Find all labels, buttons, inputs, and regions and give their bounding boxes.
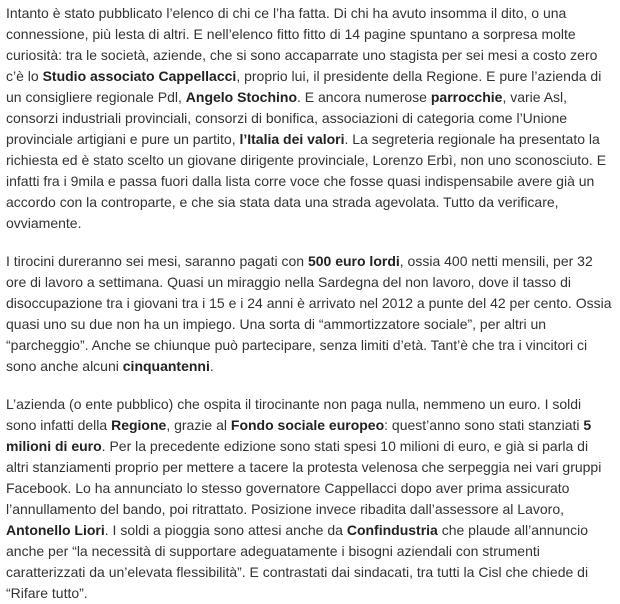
paragraph-tirocini bbox=[6, 251, 614, 377]
text-run: . Per la precedente edizione sono stati spesi 10 milioni di euro, e già si parla di altri stanziamenti proprio per mettere a tacere la protesta velenosa che serpeggia nei vari gruppi Facebook. Lo ha annunciato lo stesso governatore Cappellacci dopo aver prima assicurato l’annullamento del bando, poi ritrattato. Posizione invece ribadita dall’assessore al Lavoro, bbox=[6, 438, 602, 517]
text-run: . bbox=[209, 358, 214, 374]
bold-text: Studio associato Cappellacci bbox=[42, 68, 237, 84]
text-run: L’azienda (o ente pubblico) che ospita il tirocinante non paga nulla, nemmeno un euro. I soldi sono infatti della bbox=[6, 396, 582, 433]
bold-text: Antonello Liori bbox=[6, 522, 105, 538]
text-run: , grazie al bbox=[166, 417, 231, 433]
text-run: . E ancora numerose bbox=[297, 89, 431, 105]
text-run: , varie Asl, consorzi industriali provinciali, consorzi di bonifica, associazioni di categoria come l’Unione provinciale artigiani e pure un partito, bbox=[6, 89, 568, 147]
text-run: . La segreteria regionale ha presentato la richiesta ed è stato scelto un giovane dirigente provinciale, Lorenzo Erbì, non uno sconosciuto. E infatti fra i 9mila e passa fuori dalla lista corre voce che fosse quasi indispensabile avere già un accordo con la controparte, e che sia stata data una strada agevolata. Tutto da verificare, ovviamente. bbox=[6, 131, 607, 231]
text-run: . I soldi a pioggia sono attesi anche da bbox=[104, 522, 347, 538]
text-run: Intanto è stato pubblicato l’elenco di chi ce l’ha fatta. Di chi ha avuto insomma il dito, o una connessione, più lesta di altri. E nell’elenco fitto fitto di 14 pagine spuntano a sorpresa molte curiosità: tra le società, aziende, che si sono accaparrate uno stagista per sei mesi a costo zero c’è lo bbox=[6, 5, 598, 84]
text-run: I tirocini dureranno sei mesi, saranno pagati con bbox=[6, 253, 308, 269]
text-run: , proprio lui, il presidente della Regione. E pure l’azienda di un consigliere regionale Pdl, bbox=[6, 68, 602, 105]
bold-text: Fondo sociale europeo bbox=[230, 417, 385, 433]
bold-text: Regione bbox=[111, 417, 167, 433]
paragraph-intro bbox=[6, 3, 614, 234]
bold-text: parrocchie bbox=[430, 89, 503, 105]
text-run: che plaude all’annuncio anche per “la necessità di supportare adeguatamente i bisogni aziendali con strumenti caratterizzati da un’elevata flessibilità”. E contrastati dai sindacati, tra tutti la Cisl che chiede di “Rifare tutto”. bbox=[6, 522, 589, 601]
bold-text: 5 milioni di euro bbox=[6, 417, 592, 454]
bold-text: Angelo Stochino bbox=[185, 89, 297, 105]
text-run: : quest’anno sono stati stanziati bbox=[384, 417, 584, 433]
bold-text: 500 euro lordi bbox=[307, 253, 400, 269]
bold-text: Confindustria bbox=[346, 522, 438, 538]
paragraph-funding bbox=[6, 394, 614, 604]
bold-text: l’Italia dei valori bbox=[239, 131, 345, 147]
bold-text: cinquantenni bbox=[122, 358, 210, 374]
text-run: , ossia 400 netti mensili, per 32 ore di lavoro a settimana. Quasi un miraggio nella Sardegna del non lavoro, dove il tasso di disoccupazione tra i giovani tra i 15 e i 24 anni è arrivato nel 2012 a punte del 42 per cento. Ossia quasi uno su due non ha un impiego. Una sorta di “ammortizzatore sociale”, per altri un “parcheggio”. Anche se chiunque può partecipare, senza limiti d’età. Tant’è che tra i vincitori ci sono anche alcuni bbox=[6, 253, 612, 374]
